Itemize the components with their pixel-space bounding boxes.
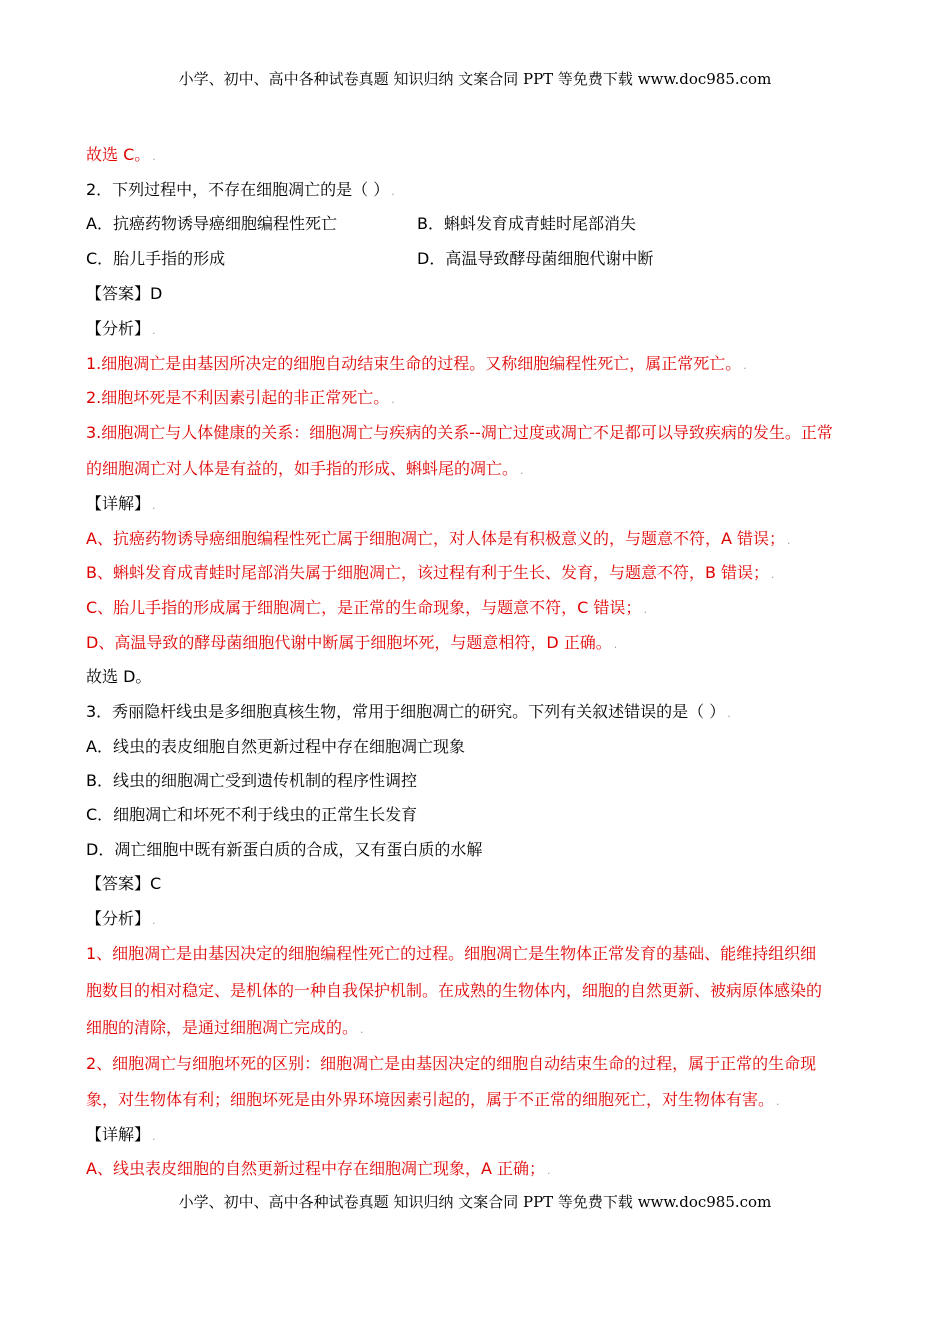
question-3: 3．秀丽隐杆线虫是多细胞真核生物，常用于细胞凋亡的研究。下列有关叙述错误的是（ ） .	[86, 702, 731, 721]
q3-analysis-heading: 【分析】 .	[86, 909, 156, 928]
q2-option-d: D．高温导致酵母菌细胞代谢中断	[417, 249, 654, 268]
q3-answer: 【答案】C	[86, 874, 162, 893]
q2-analysis-1: 1.细胞凋亡是由基因所决定的细胞自动结束生命的过程。又称细胞编程性死亡，属正常死亡。 .	[86, 354, 747, 373]
q2-analysis-2: 2.细胞坏死是不利因素引起的非正常死亡。 .	[86, 388, 395, 407]
q2-detail-c: C、胎儿手指的形成属于细胞凋亡，是正常的生命现象，与题意不符，C 错误； .	[86, 598, 647, 617]
q2-answer: 【答案】D	[86, 284, 163, 303]
q2-detail-b: B、蝌蚪发育成青蛙时尾部消失属于细胞凋亡，该过程有利于生长、发育，与题意不符，B 错误； .	[86, 563, 775, 582]
conclusion-c: 故选 C。 .	[86, 145, 156, 164]
q3-analysis-2b: 象，对生物体有利；细胞坏死是由外界环境因素引起的，属于不正常的细胞死亡，对生物体有害。 .	[86, 1090, 780, 1109]
q2-detail-d: D、高温导致的酵母菌细胞代谢中断属于细胞坏死，与题意相符，D 正确。 .	[86, 633, 618, 652]
conclusion-d: 故选 D。	[86, 667, 152, 686]
q3-analysis-1a: 1、细胞凋亡是由基因决定的细胞编程性死亡的过程。细胞凋亡是生物体正常发育的基础、能维持组织细	[86, 944, 817, 963]
q3-option-c: C．细胞凋亡和坏死不利于线虫的正常生长发育	[86, 805, 418, 824]
page-footer: 小学、初中、高中各种试卷真题 知识归纳 文案合同 PPT 等免费下载 www.doc985.com	[178, 1193, 772, 1211]
question-2: 2．下列过程中，不存在细胞凋亡的是（ ） .	[86, 180, 395, 199]
q2-option-b: B．蝌蚪发育成青蛙时尾部消失	[417, 214, 636, 233]
q2-analysis-3a: 3.细胞凋亡与人体健康的关系：细胞凋亡与疾病的关系--凋亡过度或凋亡不足都可以导致疾病的发生。正常	[86, 423, 833, 442]
q3-analysis-1c: 细胞的清除，是通过细胞凋亡完成的。 .	[86, 1018, 364, 1037]
q3-analysis-2a: 2、细胞凋亡与细胞坏死的区别：细胞凋亡是由基因决定的细胞自动结束生命的过程，属于正常的生命现	[86, 1054, 817, 1073]
q3-detail-heading: 【详解】 .	[86, 1125, 156, 1144]
q2-detail-heading: 【详解】 .	[86, 494, 156, 513]
q3-option-d: D．凋亡细胞中既有新蛋白质的合成，又有蛋白质的水解	[86, 840, 483, 859]
q3-analysis-1b: 胞数目的相对稳定、是机体的一种自我保护机制。在成熟的生物体内，细胞的自然更新、被病原体感染的	[86, 981, 823, 1000]
q3-option-b: B．线虫的细胞凋亡受到遗传机制的程序性调控	[86, 771, 417, 790]
q2-detail-a: A、抗癌药物诱导癌细胞编程性死亡属于细胞凋亡，对人体是有积极意义的，与题意不符，A 错误； .	[86, 529, 791, 548]
q2-option-c: C．胎儿手指的形成	[86, 249, 226, 268]
q2-option-a: A．抗癌药物诱导癌细胞编程性死亡	[86, 214, 337, 233]
q3-option-a: A．线虫的表皮细胞自然更新过程中存在细胞凋亡现象	[86, 737, 465, 756]
q3-detail-a: A、线虫表皮细胞的自然更新过程中存在细胞凋亡现象，A 正确； .	[86, 1159, 551, 1178]
q2-analysis-heading: 【分析】 .	[86, 319, 156, 338]
q2-analysis-3b: 的细胞凋亡对人体是有益的，如手指的形成、蝌蚪尾的凋亡。 .	[86, 459, 524, 478]
page-header: 小学、初中、高中各种试卷真题 知识归纳 文案合同 PPT 等免费下载 www.doc985.com	[178, 70, 772, 88]
